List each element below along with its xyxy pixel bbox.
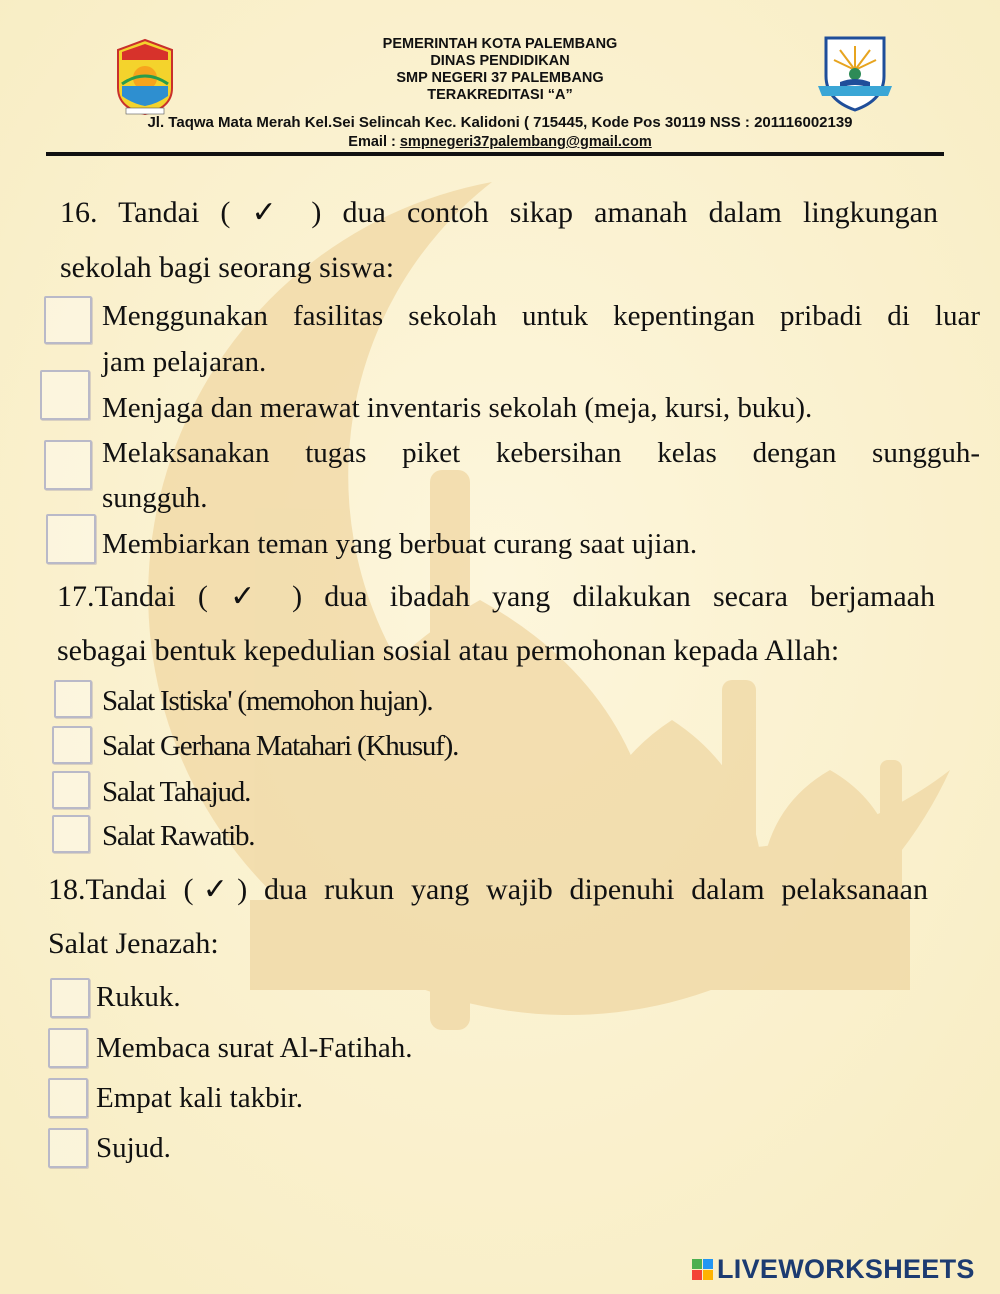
q16-option3-line1: Melaksanakan tugas piket kebersihan kelas dengan sungguh- bbox=[102, 437, 980, 469]
email-link[interactable]: smpnegeri37palembang@gmail.com bbox=[399, 134, 652, 150]
checkbox-q18-option2[interactable] bbox=[48, 1028, 88, 1068]
q16-option1-line2: jam pelajaran. bbox=[102, 346, 267, 378]
checkbox-q18-option3[interactable] bbox=[48, 1078, 88, 1118]
q18-option1-line1: Rukuk. bbox=[96, 981, 181, 1013]
q16-option2-line1: Menjaga dan merawat inventaris sekolah (meja, kursi, buku). bbox=[102, 392, 813, 424]
q18-option4-line1: Sujud. bbox=[96, 1132, 171, 1164]
letterhead-school-name: SMP NEGERI 37 PALEMBANG bbox=[396, 70, 604, 86]
checkbox-q17-option3[interactable] bbox=[52, 771, 90, 809]
checkbox-q17-option4[interactable] bbox=[52, 815, 90, 853]
question-16-line2: sekolah bagi seorang siswa: bbox=[60, 251, 395, 284]
question-16-line1: 16. Tandai ( ✓ ) dua contoh sikap amanah dalam lingkungan bbox=[60, 196, 938, 229]
question-17-line1: 17.Tandai ( ✓ ) dua ibadah yang dilakukan secara berjamaah bbox=[57, 580, 935, 613]
q17-option1-line1: Salat Istiska' (memohon hujan). bbox=[102, 685, 433, 717]
question-18-line2: Salat Jenazah: bbox=[48, 927, 219, 960]
q16-option4-line1: Membiarkan teman yang berbuat curang saat ujian. bbox=[102, 528, 698, 560]
q17-option4-line1: Salat Rawatib. bbox=[102, 820, 255, 852]
liveworksheets-wordmark: LIVEWORKSHEETS bbox=[717, 1253, 975, 1284]
q18-option3-line1: Empat kali takbir. bbox=[96, 1082, 303, 1114]
checkbox-q18-option1[interactable] bbox=[50, 978, 90, 1018]
letterhead-government: PEMERINTAH KOTA PALEMBANG bbox=[382, 36, 618, 52]
q16-option3-line2: sungguh. bbox=[102, 482, 208, 514]
question-17-line2: sebagai bentuk kepedulian sosial atau permohonan kepada Allah: bbox=[57, 634, 840, 667]
q17-option3-line1: Salat Tahajud. bbox=[102, 776, 251, 808]
q18-option2-line1: Membaca surat Al-Fatihah. bbox=[96, 1032, 413, 1064]
q17-option2-line1: Salat Gerhana Matahari (Khusuf). bbox=[102, 730, 459, 762]
checkbox-q16-option1[interactable] bbox=[44, 296, 92, 344]
checkbox-q17-option2[interactable] bbox=[52, 726, 92, 764]
liveworksheets-icon bbox=[692, 1259, 713, 1280]
header-divider bbox=[46, 152, 944, 156]
letterhead bbox=[0, 36, 1000, 104]
liveworksheets-logo[interactable] bbox=[692, 1254, 975, 1284]
letterhead-address: Jl. Taqwa Mata Merah Kel.Sei Selincah Kec. Kalidoni ( 715445, Kode Pos 30119 NSS : 201116002139 bbox=[147, 114, 853, 131]
letterhead-accreditation: TERAKREDITASI “A” bbox=[427, 87, 573, 103]
checkbox-q16-option4[interactable] bbox=[46, 514, 96, 564]
icon-tile-l bbox=[692, 1259, 702, 1269]
email-label: Email : bbox=[348, 134, 400, 150]
letterhead-email-line bbox=[0, 134, 1000, 150]
checkbox-q17-option1[interactable] bbox=[54, 680, 92, 718]
icon-tile-e bbox=[703, 1270, 713, 1280]
checkbox-q16-option3[interactable] bbox=[44, 440, 92, 490]
checkbox-q18-option4[interactable] bbox=[48, 1128, 88, 1168]
question-18-line1: 18.Tandai (✓) dua rukun yang wajib dipenuhi dalam pelaksanaan bbox=[48, 873, 928, 906]
icon-tile-v bbox=[692, 1270, 702, 1280]
icon-tile-i bbox=[703, 1259, 713, 1269]
letterhead-department: DINAS PENDIDIKAN bbox=[430, 53, 570, 69]
q16-option1-line1: Menggunakan fasilitas sekolah untuk kepentingan pribadi di luar bbox=[102, 300, 980, 332]
checkbox-q16-option2[interactable] bbox=[40, 370, 90, 420]
